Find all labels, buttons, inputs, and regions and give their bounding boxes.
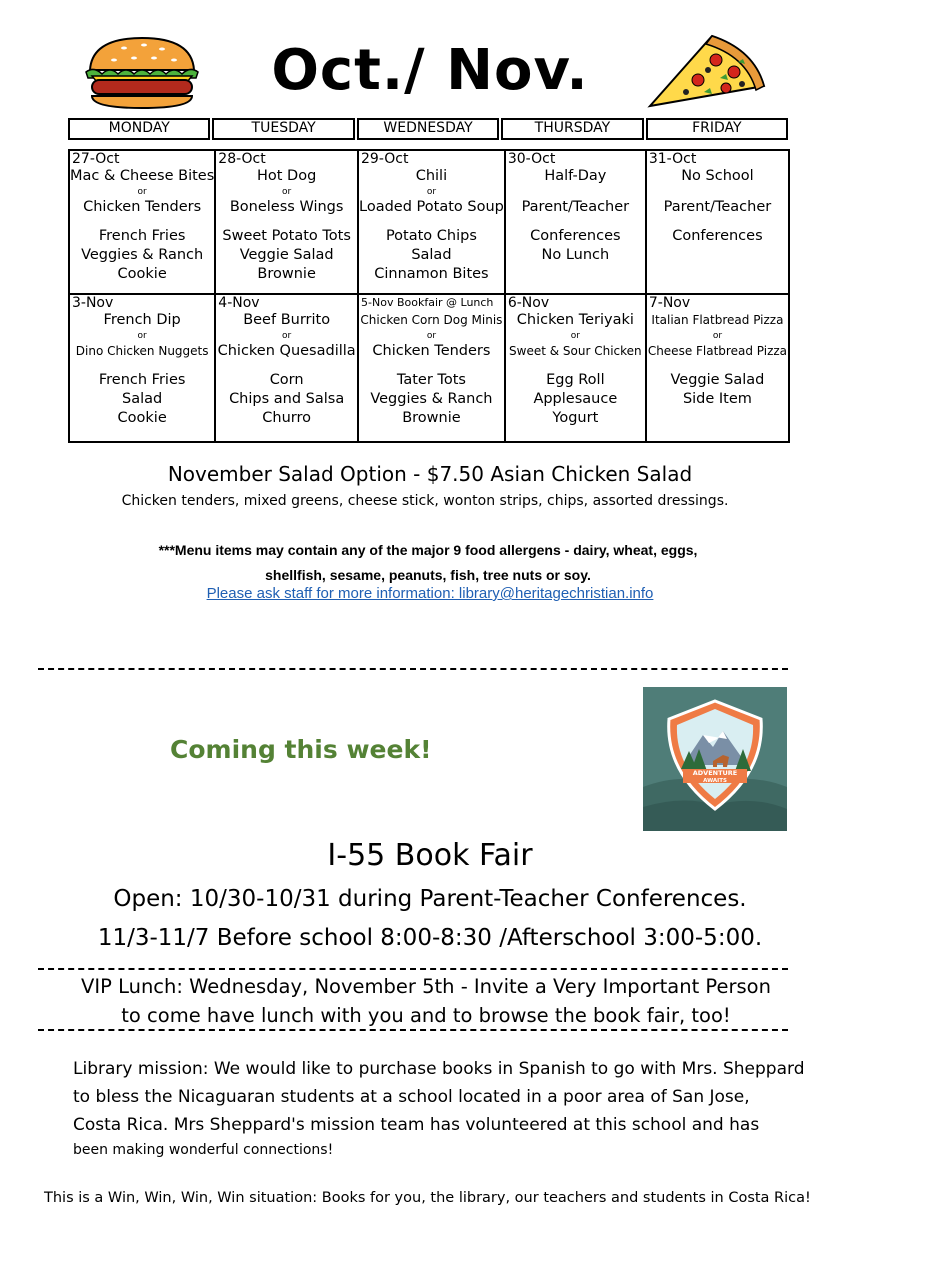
side-item: Veggie Salad [239,247,334,263]
allergen-line-2: shellfish, sesame, peanuts, fish, tree nuts or soy. [265,567,591,583]
side-item: Egg Roll [546,372,605,388]
book-fair-open-line: Open: 10/30-10/31 during Parent-Teacher Conferences. [113,886,747,912]
main-entree: Chili [415,168,448,184]
side-item: Sweet Potato Tots [222,228,351,244]
side-item: Corn [269,372,304,388]
mission-line-2: to bless the Nicaguaran students at a school located in a poor area of San Jose, [73,1087,750,1107]
side-item: Churro [262,410,312,426]
weekday-header [68,118,788,140]
alt-entree: Loaded Potato Soup [359,199,504,215]
day-date: 28-Oct [218,151,266,167]
menu-day-cell [505,294,646,442]
side-item: Veggies & Ranch [81,247,204,263]
day-date: 31-Oct [648,151,697,167]
main-entree: No School [681,168,754,184]
or-separator: or [282,331,292,341]
or-separator: or [712,331,723,341]
day-date: 3-Nov [72,295,114,311]
section-divider [38,1029,788,1031]
allergen-notice [0,538,856,588]
alt-entree: Cheese Flatbread Pizza [647,344,788,358]
side-item: Side Item [682,391,752,407]
weekday-tuesday: TUESDAY [212,118,354,140]
day-date: 4-Nov [218,295,260,311]
side-item: Cookie [117,266,167,282]
day-date: 30-Oct [507,151,556,167]
salad-option-title: November Salad Option - $7.50 Asian Chicken Salad [167,462,693,486]
menu-day-cell [646,294,789,442]
badge-text-line-1: ADVENTURE [692,769,738,777]
week-row-2 [69,294,789,442]
contact-link[interactable]: Please ask staff for more information: library@heritagechristian.info [206,585,654,602]
side-item: Conferences [672,228,763,244]
menu-day-cell [505,150,646,294]
vip-lunch-line-2: to come have lunch with you and to browse the book fair, too! [121,1004,731,1027]
alt-entree: Chicken Tenders [372,343,491,359]
menu-day-cell [69,150,215,294]
side-item: Chips and Salsa [229,391,345,407]
alt-entree: Dino Chicken Nuggets [75,344,209,358]
side-item: Tater Tots [396,372,466,388]
side-item: Brownie [402,410,461,426]
side-item: French Fries [98,372,186,388]
side-item: Veggie Salad [670,372,765,388]
main-entree: Italian Flatbread Pizza [651,313,784,327]
alt-entree: Chicken Tenders [83,199,202,215]
section-divider [38,968,788,970]
alt-entree: Parent/Teacher [521,199,630,215]
weekday-friday: FRIDAY [646,118,788,140]
weekday-monday: MONDAY [68,118,210,140]
weekday-wednesday: WEDNESDAY [357,118,499,140]
book-fair-hours-line: 11/3-11/7 Before school 8:00-8:30 /Afterschool 3:00-5:00. [97,925,763,951]
side-item: Veggies & Ranch [370,391,493,407]
pizza-slice-icon [646,30,770,110]
side-item: French Fries [98,228,186,244]
footer-note: This is a Win, Win, Win, Win situation: Books for you, the library, our teachers and students in Costa Rica! [44,1190,811,1206]
menu-day-cell [358,294,505,442]
side-item: Brownie [257,266,316,282]
salad-option-description: Chicken tenders, mixed greens, cheese stick, wonton strips, chips, assorted dressings. [121,493,729,509]
menu-day-cell [215,150,358,294]
day-date: 5-Nov Bookfair @ Lunch [361,296,494,309]
or-separator: or [282,187,292,197]
or-separator [647,186,788,198]
day-date: 27-Oct [72,151,120,167]
day-date: 7-Nov [648,295,691,311]
side-item: Cinnamon Bites [374,266,489,282]
or-separator: or [426,331,437,341]
day-date: 29-Oct [361,151,409,167]
main-entree: Mac & Cheese Bites [70,168,215,184]
menu-day-cell [358,150,505,294]
section-divider [38,668,788,670]
coming-this-week-heading: Coming this week! [170,735,432,764]
side-item: Salad [122,391,163,407]
menu-day-cell [69,294,215,442]
menu-day-cell [215,294,358,442]
mission-line-3: Costa Rica. Mrs Sheppard's mission team has volunteered at this school and has [73,1115,760,1135]
side-item: No Lunch [541,247,610,263]
or-separator [506,186,645,198]
mission-line-4: been making wonderful connections! [73,1142,334,1158]
or-separator: or [570,331,580,341]
menu-day-cell [646,150,789,294]
lunch-menu-grid [68,149,790,443]
alt-entree: Parent/Teacher [663,199,772,215]
side-item: Yogurt [552,410,599,426]
mission-line-1: Library mission: We would like to purchase books in Spanish to go with Mrs. Sheppard [73,1059,805,1079]
main-entree: Chicken Corn Dog Minis [360,313,503,327]
badge-text-line-2: AWAITS [703,778,727,784]
week-row-1 [69,150,789,294]
side-item: Potato Chips [385,228,477,244]
book-fair-title: I-55 Book Fair [327,838,533,873]
weekday-thursday: THURSDAY [501,118,643,140]
alt-entree: Boneless Wings [229,199,344,215]
vip-lunch-line-1: VIP Lunch: Wednesday, November 5th - Invite a Very Important Person [81,975,771,998]
allergen-line-1: ***Menu items may contain any of the major 9 food allergens - dairy, wheat, eggs, [158,542,698,558]
alt-entree: Chicken Quesadilla [217,343,356,359]
main-entree: French Dip [103,312,181,328]
side-item: Applesauce [533,391,618,407]
page-title: Oct./ Nov. [271,38,589,103]
main-entree: Beef Burrito [243,312,331,328]
main-entree: Half-Day [544,168,607,184]
main-entree: Hot Dog [256,168,317,184]
or-separator: or [137,187,147,197]
alt-entree: Sweet & Sour Chicken [509,344,642,358]
or-separator: or [426,187,437,197]
side-item: Conferences [530,228,621,244]
side-item: Salad [411,247,452,263]
main-entree: Chicken Teriyaki [516,312,634,328]
day-date: 6-Nov [507,295,550,311]
adventure-awaits-badge [643,687,787,831]
side-item: Cookie [117,410,167,426]
or-separator: or [137,331,147,341]
